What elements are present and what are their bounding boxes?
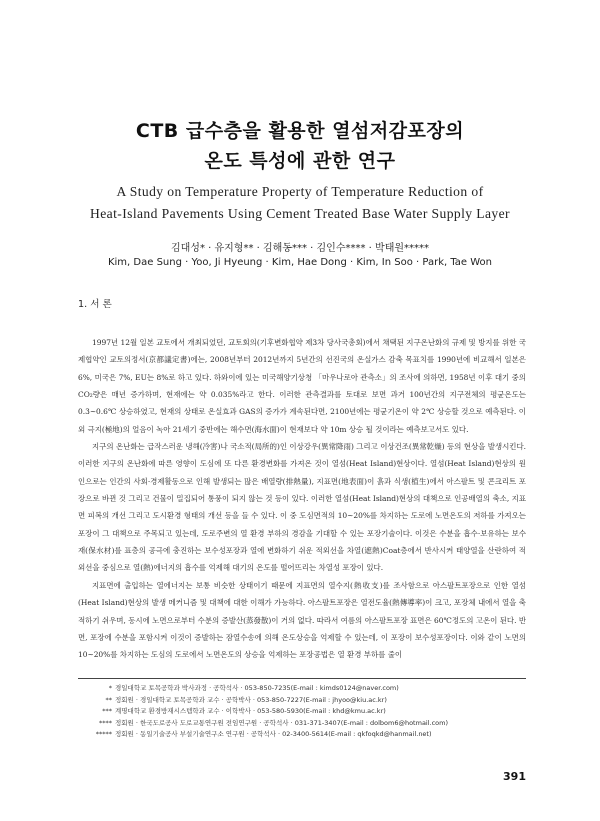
footnote <box>84 683 526 695</box>
footnote-divider <box>78 678 526 679</box>
paragraph-1: 1997년 12월 일본 교토에서 개최되었던, 교토회의(기후변화협약 제3차 당사국총회)에서 채택된 지구온난화의 규제 및 방지를 위한 국제협약인 교토의정서(京都議定書)에는, 2008년부터 2012년까지 5년간의 선진국의 온실가스 감축 목표치를 1990년에 비교해서 일본은 6%, 미국은 7%, EU는 8%로 하고 있다. 하와이에 있는 미국해양기상청 「마우나로아 관측소」의 조사에 의하면, 1958년 이후 대기 중의 CO₂량은 매년 증가하며, 현재에는 약 0.035%라고 한다. 이러한 관측결과를 토대로 보면 과거 100년간의 지구전체의 평균온도는 0.3~0.6℃ 상승하였고, 현재의 상태로 온실효과 GAS의 증가가 계속된다면, 2100년에는 평균기온이 약 2℃ 상승할 것으로 예측된다. 이 외 극지(極地)의 얼음이 녹아 21세기 중반에는 해수면(海水面)이 현재보다 약 10m 상승 될 것이라는 예측보고서도 있다. <box>78 338 526 434</box>
footnote-text: 정회원 · 동일기술공사 부설기술연구소 연구원 · 공학석사 · 02-3400-5614(E-mail : qkfoqkd@hanmail.net) <box>115 730 432 739</box>
authors-korean: 김대성* · 유지형** · 김해동*** · 김인수**** · 박태원***** <box>170 243 430 254</box>
footnote <box>84 695 526 707</box>
footnote-text: 정회원 · 한국도로공사 도로교통연구원 전임연구원 · 공학석사 · 031-371-3407(E-mail : dolbom6@hotmail.com) <box>115 718 449 727</box>
paragraph-2: 지구의 온난화는 급작스러운 냉해(冷害)나 국소적(局所的)인 이상강우(異常降雨) 그리고 이상건조(異常乾燥) 등의 현상을 발생시킨다. 이러한 지구의 온난화에 따른 영향이 도심에 또 다른 환경변화를 가져온 것이 열섬(Heat Island)현상이다. 열섬(Heat Island)현상의 원인으로는 인간의 사회·경제활동으로 인해 발생되는 많은 배열량(排熱量), 지표면(地表面)이 흙과 식생(植生)에서 아스팔트 및 콘크리트 포장으로 바뀐 것 그리고 건물이 밀집되어 통풍이 되지 않는 것 등이 있다. 이러한 열섬(Heat Island)현상의 대책으로 인공배열의 축소, 지표면 피복의 개선 그리고 도시환경 형태의 개선 등을 들 수 있다. 이 중 도심면적의 10~20%를 차지하는 도로에 노면온도의 저하를 가져오는 포장이 그 대책으로 주목되고 있는데, 도로주변의 열 환경 부하의 경감을 기대할 수 있는 포장기술이다. 이것은 수분을 흡수·보유하는 보수재(保水材)를 표층의 공극에 충진하는 보수성포장과 열에 변화하기 쉬운 적외선을 차열(遮熱)Coat층에서 반사시켜 태양열을 산란하여 적외선을 중심으로 열(熱)에너지의 흡수를 억제해 대기의 온도를 떨어뜨리는 차열성 포장이 있다. <box>78 442 526 573</box>
footnote-mark: * <box>108 684 112 692</box>
paragraph-3: 지표면에 출입하는 열에너지는 보통 비슷한 상태이기 때문에 지표면의 열수지(熱收支)를 조사함으로 아스팔트포장으로 인한 열섬(Heat Island)현상의 발생 메커니즘 및 대책에 대한 이해가 가능하다. 아스팔트포장은 열전도율(熱傳導率)이 크고, 포장체 내에서 열을 축적하기 쉬우며, 동시에 노면으로부터 수분의 증발산(蒸發散)이 거의 없다. 따라서 여름의 아스팔트포장 표면은 60℃정도의 고온이 된다. 반면, 포장에 수분을 포함시켜 이것이 증발하는 잠열수송에 의해 온도상승을 억제할 수 있는데, 이 포장이 보수성포장이다. 이와 같이 노면의 10~20%를 차지하는 도심의 도로에서 노면온도의 상승을 억제하는 포장공법은 열 환경 부하를 줄이 <box>78 580 526 660</box>
page-number: 391 <box>503 770 526 783</box>
korean-title-line-1: CTB 급수층을 활용한 열섬저감포장의 <box>135 120 465 142</box>
footnote-mark: **** <box>99 718 112 727</box>
footnote-mark: *** <box>102 707 112 716</box>
korean-title-line-2: 온도 특성에 관한 연구 <box>204 150 396 172</box>
english-title-line-2: Heat-Island Pavements Using Cement Treated Base Water Supply Layer <box>90 206 510 221</box>
authors-english: Kim, Dae Sung · Yoo, Ji Hyeung · Kim, Hae Dong · Kim, In Soo · Park, Tae Won <box>107 257 493 268</box>
footnote-text: 정회원 · 경일대학교 토목공학과 교수 · 공학박사 · 053-850-7227(E-mail : jhyoo@kiu.ac.kr) <box>115 695 387 704</box>
english-title-line-1: A Study on Temperature Property of Temperature Reduction of <box>116 184 484 199</box>
footnotes <box>84 683 526 741</box>
section-heading: 1. 서 론 <box>78 299 112 310</box>
footnote-text: 경일대학교 토목공학과 박사과정 · 공학석사 · 053-850-7235(E-mail : kimds0124@naver.com) <box>115 684 399 692</box>
footnote-text: 계명대학교 환경방재시스템학과 교수 · 이학박사 · 053-580-5930(E-mail : khd@kmu.ac.kr) <box>115 707 386 716</box>
footnote-mark: ** <box>105 695 112 704</box>
footnote-mark: ***** <box>95 730 112 739</box>
footnote <box>84 729 526 741</box>
body-text <box>78 334 526 664</box>
footnote <box>84 706 526 718</box>
footnote <box>84 718 526 730</box>
